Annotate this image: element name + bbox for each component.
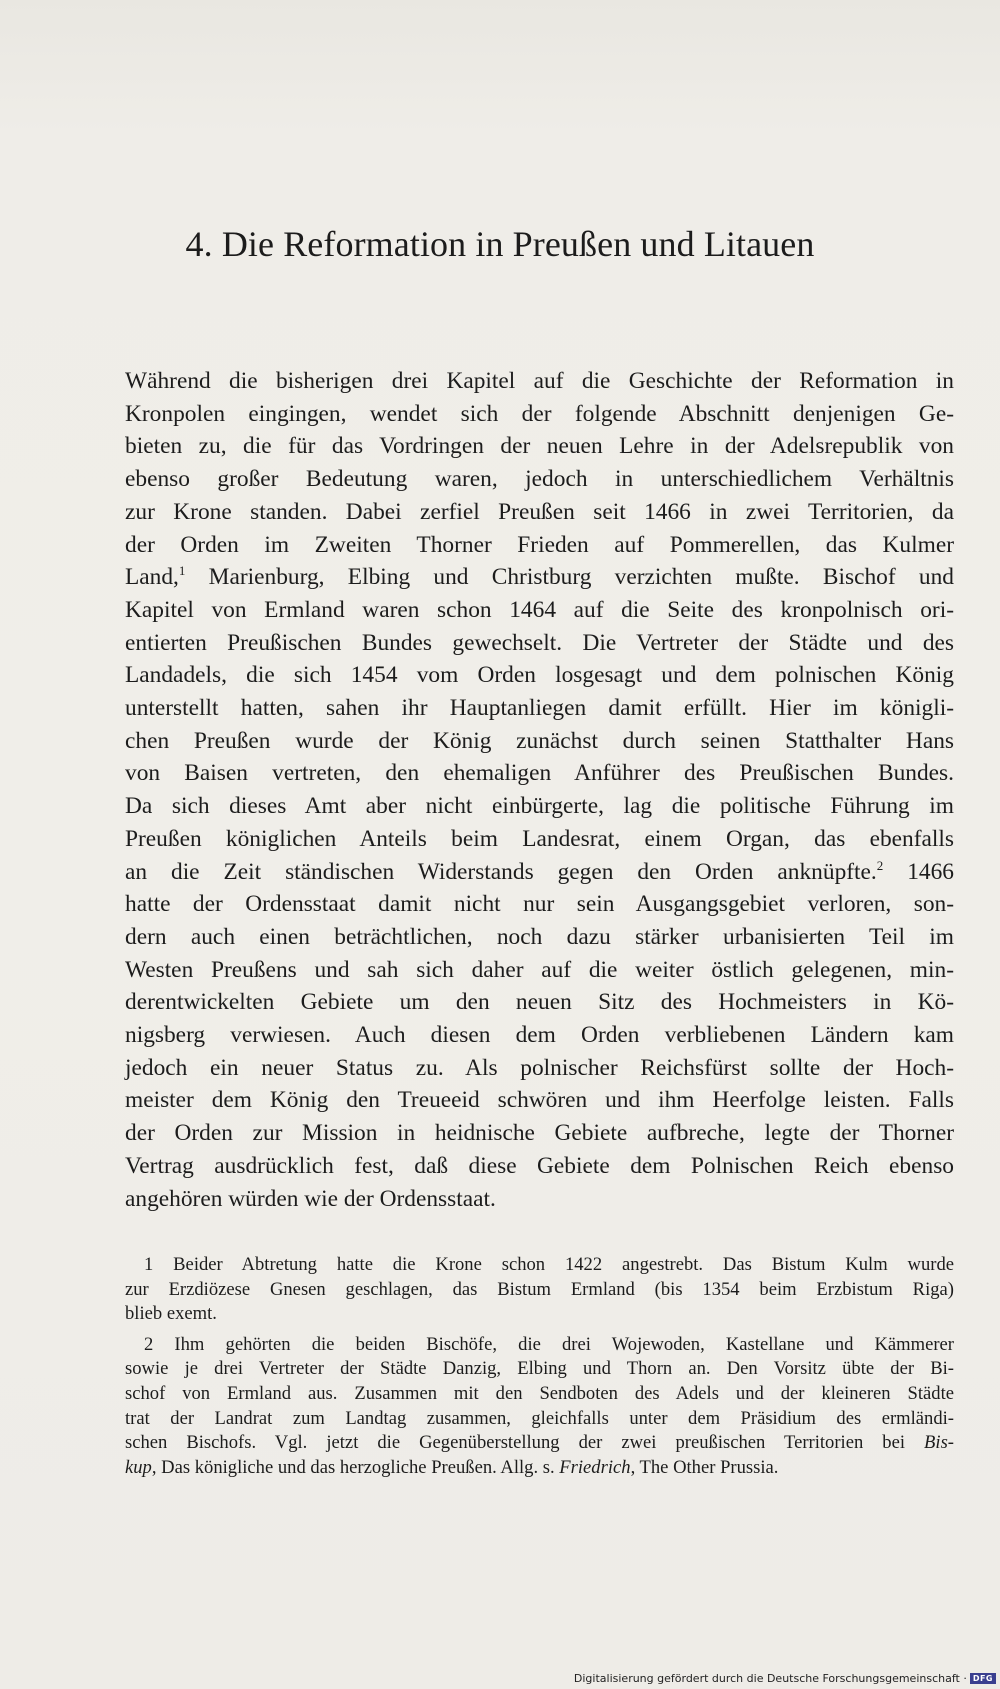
body-line: Landadels, die sich 1454 vom Orden losgesagt und dem polnischen König [125,662,954,689]
body-paragraph [125,365,954,1215]
body-line: chen Preußen wurde der König zunächst durch seinen Statthalter Hans [125,727,954,754]
body-line: angehören würden wie der Ordensstaat. [125,1185,496,1212]
author-name: kup [125,1456,152,1478]
footnote-line: trat der Landrat zum Landtag zusammen, gleichfalls unter dem Präsidium des ermländi- [125,1407,954,1429]
footnote-line: 1 Beider Abtretung hatte die Krone schon 1422 angestrebt. Das Bistum Kulm wurde [144,1254,954,1275]
footnote-line-start: schen Bischofs. Vgl. jetzt die Gegenüberstellung der zwei preußischen Territorien bei [125,1432,906,1454]
body-line: Kapitel von Ermland waren schon 1464 auf die Seite des kronpolnisch ori- [125,596,954,623]
body-line: Da sich dieses Amt aber nicht einbürgerte, lag die politische Führung im [125,793,954,820]
body-line [125,856,954,889]
footnote-ref-1: 1 [178,563,186,579]
author-name: Friedrich [559,1456,631,1478]
dfg-logo: DFG [970,1673,996,1684]
body-line: Während die bisherigen drei Kapitel auf die Geschichte der Reformation in [125,368,954,394]
footnote-line: sowie je drei Vertreter der Städte Danzig, Elbing und Thorn an. Den Vorsitz übte der Bi- [125,1358,954,1380]
body-line: der Orden zur Mission in heidnische Gebiete aufbreche, legte der Thorner [125,1120,954,1147]
footnote-1 [125,1253,954,1327]
footnote-line: blieb exemt. [125,1303,217,1325]
body-line: meister dem König den Treueeid schwören und ihm Heerfolge leisten. Falls [125,1087,954,1114]
body-line: Westen Preußens und sah sich daher auf die weiter östlich gelegenen, min- [125,956,954,983]
body-line: hatte der Ordensstaat damit nicht nur sein Ausgangsgebiet verloren, son- [125,891,954,918]
body-line: Vertrag ausdrücklich fest, daß diese Gebiete dem Polnischen Reich ebenso [125,1152,954,1179]
footnote-text: , The Other Prussia. [630,1456,779,1478]
chapter-heading: 4. Die Reformation in Preußen und Litauen [185,224,815,264]
footnote-line [125,1456,954,1481]
body-line: derentwickelten Gebiete um den neuen Sitz des Hochmeisters in Kö- [125,989,954,1016]
author-name: Bis- [924,1432,954,1454]
body-line: entierten Preußischen Bundes gewechselt. Die Vertreter der Städte und des [125,629,954,656]
body-line: unterstellt hatten, sahen ihr Hauptanliegen damit erfüllt. Hier im königli- [125,695,954,722]
digitization-credit [574,1672,996,1685]
footnote-text: , Das königliche und das herzogliche Preußen. Allg. s. [151,1456,560,1478]
body-line: nigsberg verwiesen. Auch diesen dem Orden verbliebenen Ländern kam [125,1022,954,1049]
body-line-rest: Marienburg, Elbing und Christburg verzichten mußte. Bischof und [185,564,954,591]
credit-text: Digitalisierung gefördert durch die Deutsche Forschungsgemeinschaft · [573,1672,967,1685]
body-line: dern auch einen beträchtlichen, noch dazu stärker urbanisierten Teil im [125,923,954,950]
footnote-line: 2 Ihm gehörten die beiden Bischöfe, die drei Wojewoden, Kastellane und Kämmerer [144,1333,954,1355]
body-line-start: an die Zeit ständischen Widerstands gegen den Orden anknüpfte. [125,858,877,885]
body-line: jedoch ein neuer Status zu. Als polnischer Reichsfürst sollte der Hoch- [125,1054,954,1081]
footnote-ref-2: 2 [876,857,884,873]
body-line: von Baisen vertreten, den ehemaligen Anführer des Preußischen Bundes. [125,760,954,787]
body-line: zur Krone standen. Dabei zerfiel Preußen seit 1466 in zwei Territorien, da [125,498,954,525]
body-line: ebenso großer Bedeutung waren, jedoch in unterschiedlichem Verhältnis [125,466,954,493]
body-line: der Orden im Zweiten Thorner Frieden auf Pommerellen, das Kulmer [125,531,954,558]
body-line: Kronpolen eingingen, wendet sich der folgende Abschnitt denjenigen Ge- [125,400,954,427]
body-line [125,561,954,594]
body-line-start: Land, [125,564,179,591]
body-line: bieten zu, die für das Vordringen der neuen Lehre in der Adelsrepublik von [125,433,954,460]
footnote-line [125,1431,954,1456]
footnote-2 [125,1333,954,1481]
footnote-line: zur Erzdiözese Gnesen geschlagen, das Bistum Ermland (bis 1354 beim Erzbistum Riga) [125,1278,954,1300]
footnotes [125,1253,954,1486]
body-line-rest: 1466 [883,858,954,885]
body-line: Preußen königlichen Anteils beim Landesrat, einem Organ, das ebenfalls [125,825,954,852]
footnote-line: schof von Ermland aus. Zusammen mit den Sendboten des Adels und der kleineren Städte [125,1382,954,1404]
